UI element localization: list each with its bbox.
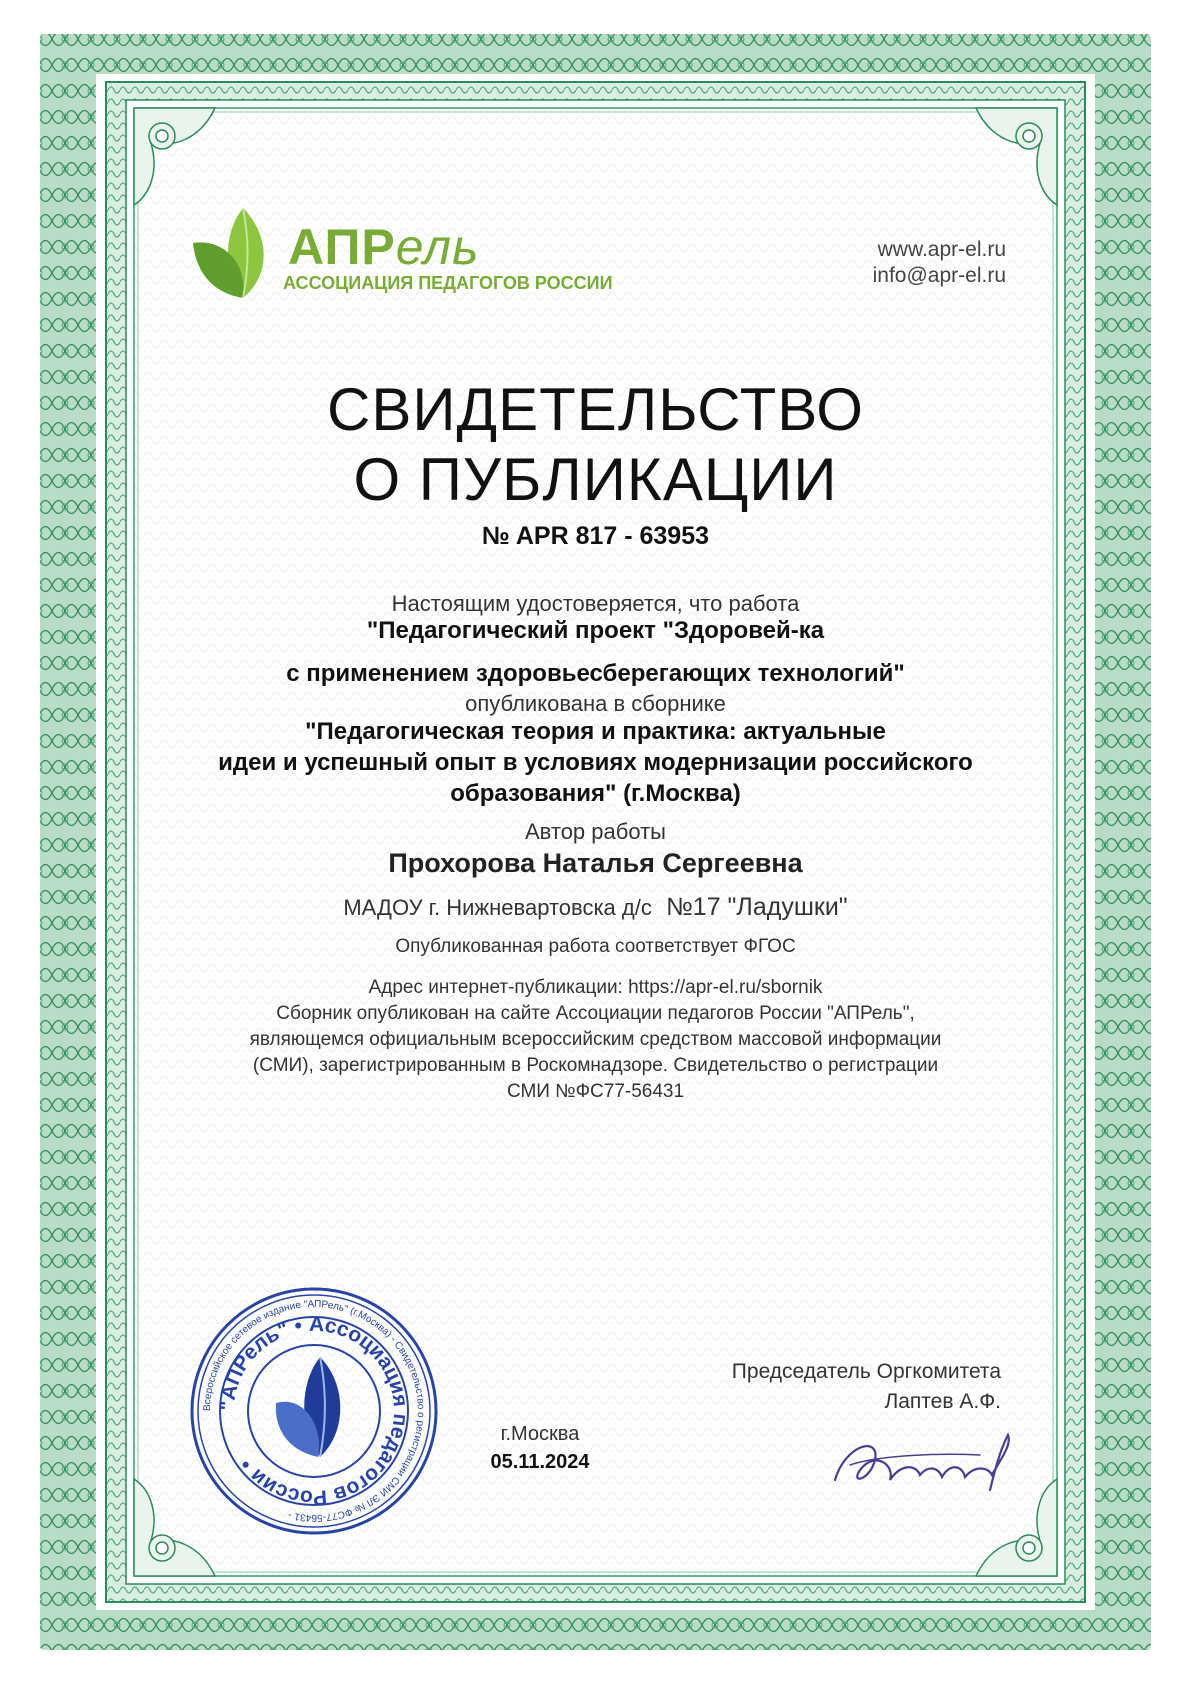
city-date [470,1420,610,1476]
stamp-inner-text: "АПРель" • Ассоциация педагогов России • [215,1312,413,1510]
work-title-line-1: "Педагогический проект "Здоровей-ка [366,617,825,644]
city: г.Москва [500,1423,580,1445]
work-title-line-2: с применением здоровьесберегающих технологий" [286,660,905,687]
collection-line-2: идеи и успешный опыт в условиях модернизации российского [218,749,973,776]
title-line-2: О ПУБЛИКАЦИИ [353,446,838,513]
collection-line-1: "Педагогическая теория и практика: актуальные [305,718,886,745]
chairman-title: Председатель Оргкомитета [731,1360,1001,1383]
chairman-block [732,1357,1001,1417]
publication-address: Адрес интернет-публикации: https://apr-el.ru/sbornik [368,977,823,998]
email-link[interactable]: info@apr-el.ru [872,264,1006,287]
website-link[interactable]: www.apr-el.ru [877,238,1006,261]
title-line-1: СВИДЕТЕЛЬСТВО [327,376,864,443]
author-label: Автор работы [524,819,666,844]
issue-date: 05.11.2024 [490,1451,590,1473]
certifies-text: Настоящим удостоверяется, что работа [391,591,800,616]
info-line-1: Сборник опубликован на сайте Ассоциации педагогов России "АПРель", [276,1003,915,1024]
organization [0,893,1191,922]
stamp-outer-text: Всероссийское сетевое издание "АПРель" (г.Москва) - Свидетельство о регистрации СМИ ЭЛ № ФС77-56431 - [201,1298,427,1524]
certificate-title [0,375,1191,515]
association-stamp [188,1285,440,1537]
collection-line-3: образования" (г.Москва) [450,780,741,807]
stamp-leaf-icon [276,1357,340,1457]
logo-leaf-icon [188,203,278,303]
logo-name-suffix: ель [395,219,480,275]
certificate-number: № APR 817 - 63953 [481,522,710,550]
logo-name [288,219,480,275]
contacts [873,237,1006,289]
organization-part-2: №17 "Ладушки" [665,893,848,921]
info-line-2: являющемся официальным всероссийским средством массовой информации [249,1029,942,1050]
author-name: Прохорова Наталья Сергеевна [388,848,803,878]
published-in-text: опубликована в сборнике [465,691,726,716]
chairman-name: Лаптев А.Ф. [884,1390,1001,1413]
info-line-3: (СМИ), зарегистрированным в Роскомнадзоре. Свидетельство о регистрации [252,1055,939,1076]
organization-part-1: МАДОУ г. Нижневартовска д/с [343,895,652,920]
fgos-text: Опубликованная работа соответствует ФГОС [395,936,796,957]
logo-subtitle: АССОЦИАЦИЯ ПЕДАГОГОВ РОССИИ [283,273,613,293]
chairman-signature [820,1425,1020,1500]
info-line-4: СМИ №ФС77-56431 [506,1081,685,1102]
logo-name-prefix: АПР [288,219,396,275]
